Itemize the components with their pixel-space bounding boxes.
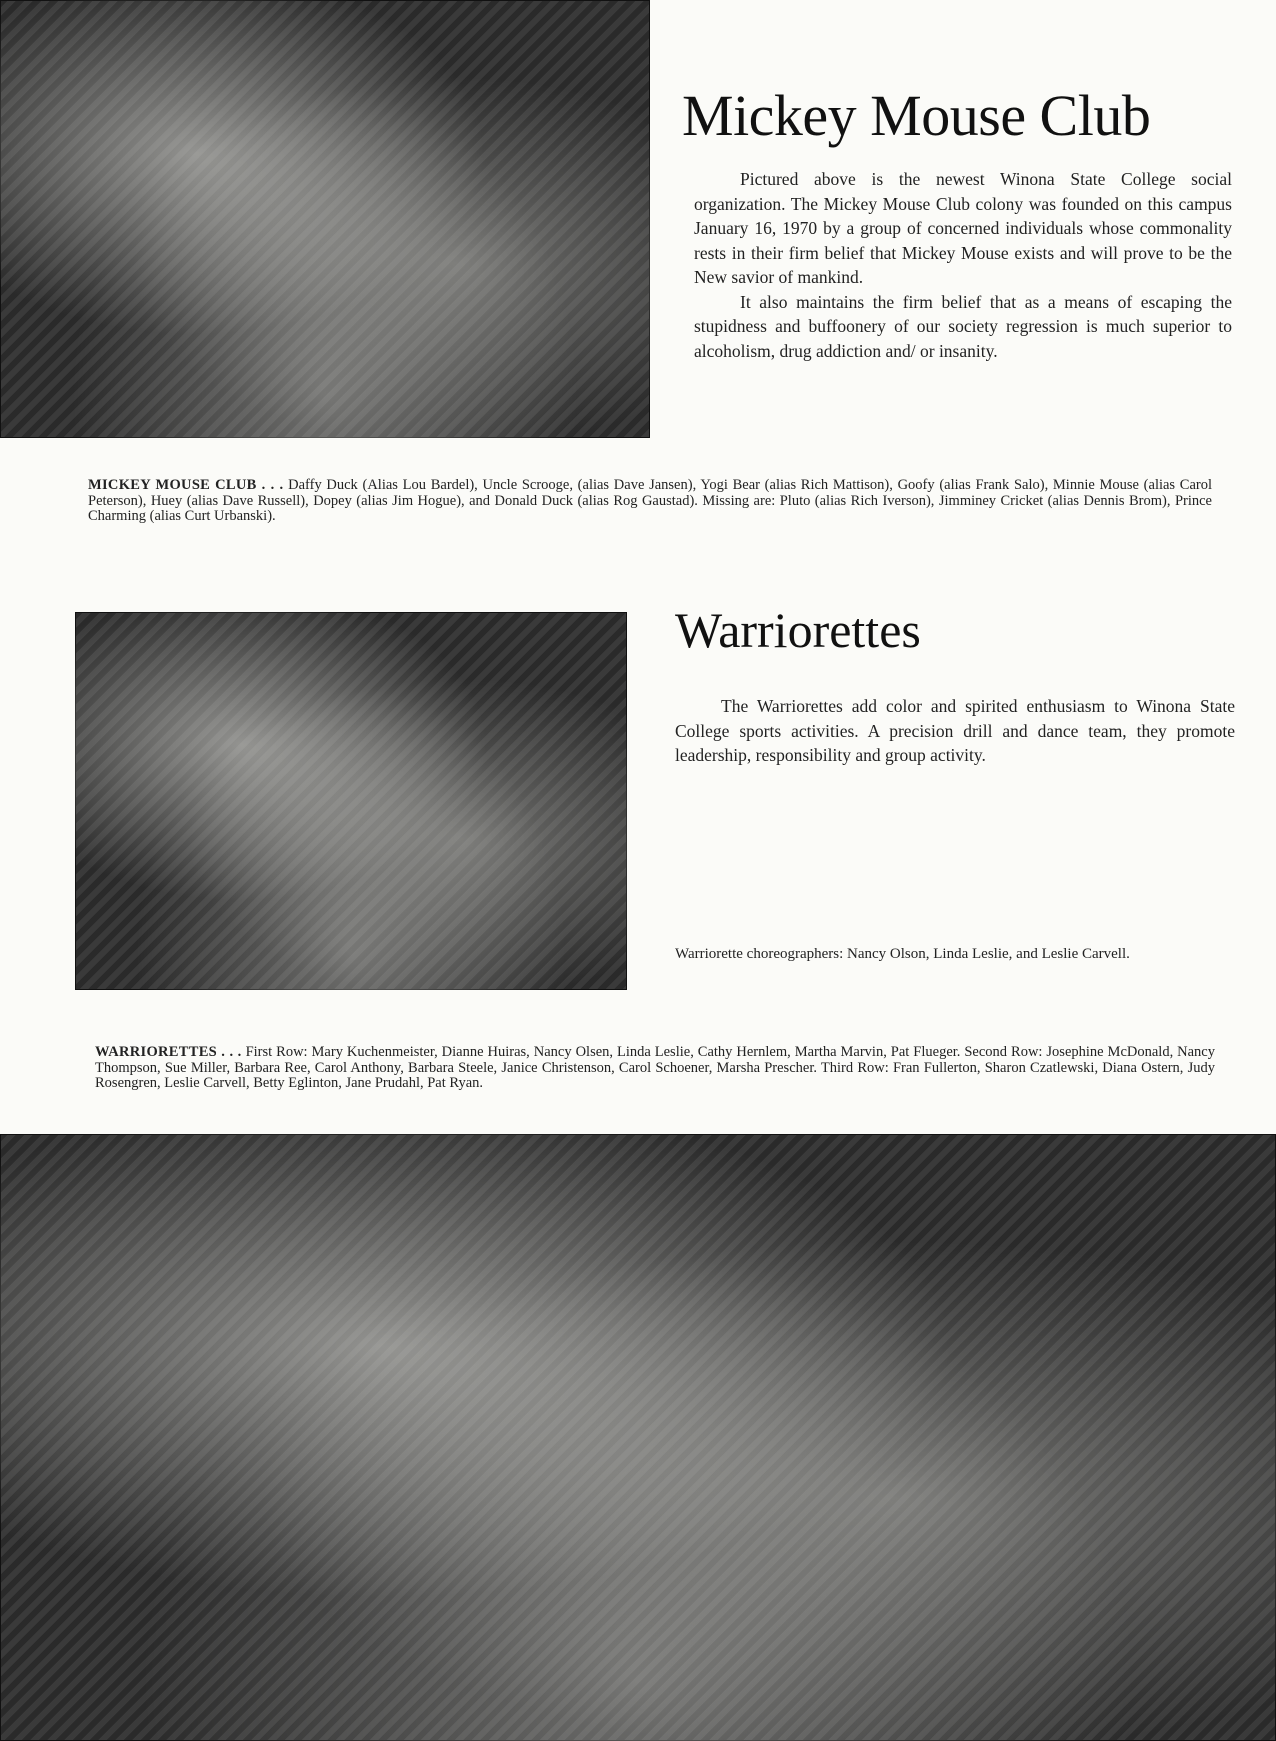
caption-text: Daffy Duck (Alias Lou Bardel), Uncle Scrooge, (alias Dave Jansen), Yogi Bear (alias Rich Mattison), Goofy (alias Frank Salo), Minnie Mouse (alias Carol Peterson), Huey (alias Dave Russell), Dopey (alias Jim Hogue), and Donald Duck (alias Rog Gaustad). Missing are: Pluto (alias Rich Iverson), Jimminey Cricket (alias Dennis Brom), Prince Charming (alias Curt Urbanski). — [88, 477, 1212, 524]
mickey-paragraph-1: Pictured above is the newest Winona State College social organization. The Mickey Mouse Club colony was founded on this campus January 16, 1970 by a group of concerned individuals whose commonality rests in their firm belief that Mickey Mouse exists and will prove to be the New savior of mankind. — [694, 169, 1232, 287]
mickey-paragraph-2: It also maintains the firm belief that as a means of escaping the stupidness and buffoonery of our society regression is much superior to alcoholism, drug addiction and/ or insanity. — [694, 291, 1232, 361]
photo-shading — [75, 612, 627, 990]
warriorettes-caption — [95, 1045, 1215, 1092]
warriorettes-trio-photo — [75, 612, 627, 990]
caption-text: First Row: Mary Kuchenmeister, Dianne Huiras, Nancy Olsen, Linda Leslie, Cathy Hernlem, Martha Marvin, Pat Flueger. Second Row: Josephine McDonald, Nancy Thompson, Sue Miller, Barbara Ree, Carol Anthony, Barbara Steele, Janice Christenson, Carol Schoener, Marsha Prescher. Third Row: Fran Fullerton, Sharon Czatlewski, Diana Ostern, Judy Rosengren, Leslie Carvell, Betty Eglinton, Jane Prudahl, Pat Ryan. — [95, 1044, 1215, 1091]
photo-shading — [0, 0, 650, 438]
caption-lead: WARRIORETTES . . . — [95, 1044, 242, 1060]
warriorettes-title: Warriorettes — [675, 602, 921, 658]
mickey-mouse-club-description — [694, 167, 1232, 363]
mickey-mouse-club-title: Mickey Mouse Club — [682, 83, 1151, 148]
mickey-mouse-club-photo — [0, 0, 650, 438]
warriorettes-description — [675, 694, 1235, 768]
warriorettes-choreographers: Warriorette choreographers: Nancy Olson, Linda Leslie, and Leslie Carvell. — [675, 946, 1130, 962]
photo-shading — [0, 1134, 1276, 1741]
caption-lead: MICKEY MOUSE CLUB . . . — [88, 477, 284, 493]
mickey-mouse-club-caption — [88, 478, 1212, 525]
warriorettes-group-photo — [0, 1134, 1276, 1741]
warriorettes-paragraph: The Warriorettes add color and spirited enthusiasm to Winona State College sports activities. A precision drill and dance team, they promote leadership, responsibility and group activity. — [675, 696, 1235, 765]
